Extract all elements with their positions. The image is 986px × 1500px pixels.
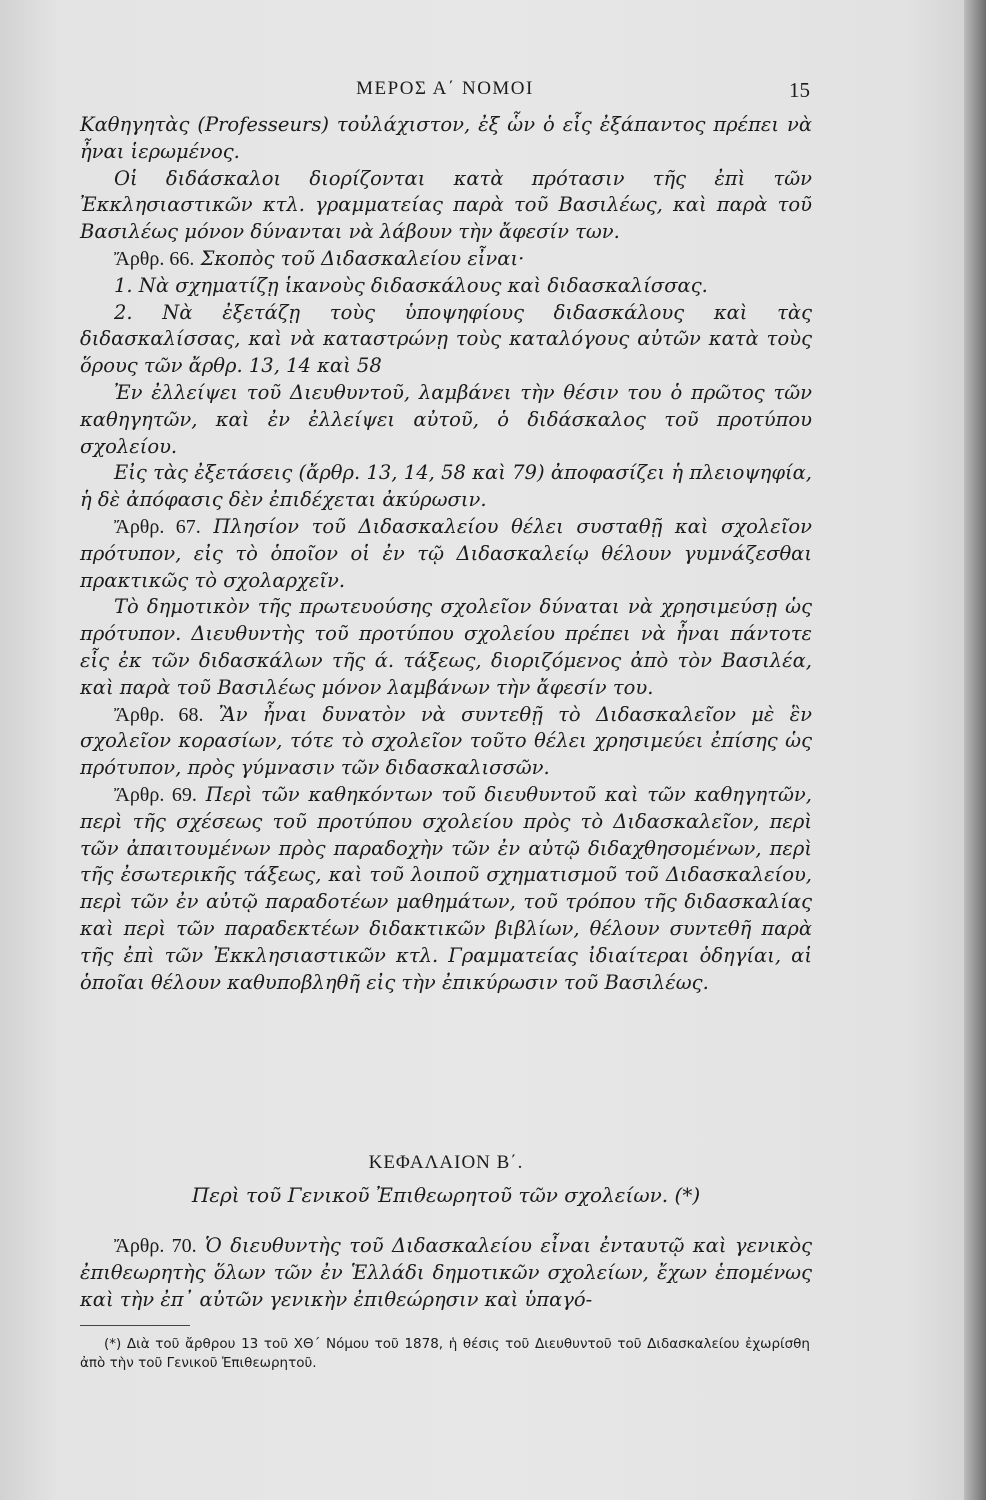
article-67-label: Ἄρθρ. 67. <box>114 515 201 538</box>
main-text <box>80 112 812 996</box>
article-67 <box>80 514 812 594</box>
list-item-1: 1. Νὰ σχηματίζῃ ἱκανοὺς διδασκάλους καὶ διδασκαλίσσας. <box>114 273 708 297</box>
footnote-rule <box>80 1325 190 1326</box>
article-66-label: Ἄρθρ. 66. <box>114 247 195 270</box>
article-68-text: Ἂν ἦναι δυνατὸν νὰ συντεθῇ τὸ Διδασκαλεῖον μὲ ἓν σχολεῖον κορασίων, τότε τὸ σχολεῖον τοῦτο θέλει χρησιμεύει ἐπίσης ὡς πρότυπον, πρὸς γύμνασιν τῶν διδασκαλισσῶν. <box>80 702 812 780</box>
article-69-text: Περὶ τῶν καθηκόντων τοῦ διευθυντοῦ καὶ τῶν καθηγητῶν, περὶ τῆς σχέσεως τοῦ προτύπου σχολείου πρὸς τὸ Διδασκαλεῖον, περὶ τῶν ἀπαιτουμένων πρὸς παραδοχὴν τῶν ἐν αὐτῷ διδαχθησομένων, περὶ τῆς ἐσωτερικῆς τάξεως, καὶ τοῦ λοιποῦ σχηματισμοῦ τοῦ Διδασκαλείου, περὶ τῶν ἐν αὐτῷ παραδοτέων μαθημάτων, τοῦ τρόπου τῆς διδασκαλίας καὶ περὶ τῶν παραδεκτέων διδακτικῶν βιβλίων, θέλουν συντεθῆ παρὰ τῆς ἐπὶ τῶν Ἐκκλησιαστικῶν κτλ. Γραμματείας ἰδιαίτεραι ὁδηγίαι, αἱ ὁποῖαι θέλουν καθυποβληθῆ εἰς τὴν ἐπικύρωσιν τοῦ Βασιλέως. <box>80 782 812 994</box>
page-edge-shadow <box>964 0 986 1500</box>
chapter-text <box>80 1233 812 1313</box>
article-70-text: Ὁ διευθυντὴς τοῦ Διδασκαλείου εἶναι ἐνταυτῷ καὶ γενικὸς ἐπιθεωρητὴς ὅλων τῶν ἐν Ἑλλάδι δημοτικῶν σχολείων, ἔχων ἑπομένως καὶ τὴν ἐπ᾽ αὐτῶν γενικὴν ἐπιθεώρησιν καὶ ὑπαγό- <box>80 1234 812 1311</box>
running-title: ΜΕΡΟΣ Α΄ ΝΟΜΟΙ <box>356 78 534 99</box>
paragraph-professors: Καθηγητὰς (Professeurs) τοὐλάχιστον, ἐξ ὧν ὁ εἷς ἐξάπαντος πρέπει νὰ ἦναι ἱερωμένος. <box>80 113 812 163</box>
paragraph-director-absence: Ἐν ἐλλείψει τοῦ Διευθυντοῦ, λαμβάνει τὴν θέσιν του ὁ πρῶτος τῶν καθηγητῶν, καὶ ἐν ἐλλείψει αὐτοῦ, ὁ διδάσκαλος τοῦ προτύπου σχολείου. <box>80 380 812 458</box>
paragraph-teachers-appointment: Οἱ διδάσκαλοι διορίζονται κατὰ πρότασιν τῆς ἐπὶ τῶν Ἐκκλησιαστικῶν κτλ. γραμματείας παρὰ τοῦ Βασιλέως, καὶ παρὰ τοῦ Βασιλέως μόνον δύνανται νὰ λάβουν τὴν ἄφεσίν των. <box>80 166 812 244</box>
article-67-text: Πλησίον τοῦ Διδασκαλείου θέλει συσταθῇ καὶ σχολεῖον πρότυπον, εἰς τὸ ὁποῖον οἱ ἐν τῷ Διδασκαλείῳ θέλουν γυμνάζεσθαι πρακτικῶς τὸ σχολαρχεῖν. <box>80 514 812 592</box>
footnote-text: (*) Διὰ τοῦ ἄρθρου 13 τοῦ ΧΘ΄ Νόμου τοῦ 1878, ἡ θέσις τοῦ Διευθυντοῦ τοῦ Διδασκαλείου ἐχωρίσθη ἀπὸ τὴν τοῦ Γενικοῦ Ἐπιθεωρητοῦ. <box>80 1336 810 1371</box>
article-66 <box>80 246 812 273</box>
article-66-text: Σκοπὸς τοῦ Διδασκαλείου εἶναι· <box>200 246 525 270</box>
paragraph-examinations: Εἰς τὰς ἐξετάσεις (ἄρθρ. 13, 14, 58 καὶ 79) ἀποφασίζει ἡ πλειοψηφία, ἡ δὲ ἀπόφασις δὲν ἐπιδέχεται ἀκύρωσιν. <box>80 461 812 512</box>
chapter-title: ΚΕΦΑΛΑΙΟΝ Β΄. <box>368 1152 524 1173</box>
paragraph-model-school: Τὸ δημοτικὸν τῆς πρωτευούσης σχολεῖον δύναται νὰ χρησιμεύσῃ ὡς πρότυπον. Διευθυντὴς τοῦ προτύπου σχολείου πρέπει νὰ ἦναι πάντοτε εἷς ἐκ τῶν διδασκάλων τῆς ά. τάξεως, διοριζόμενος ἀπὸ τὸν Βασιλέα, καὶ παρὰ τοῦ Βασιλέως μόνον λαμβάνων τὴν ἄφεσίν του. <box>80 595 812 699</box>
article-69-label: Ἄρθρ. 69. <box>114 783 197 806</box>
running-header <box>80 78 810 108</box>
article-70-label: Ἄρθρ. 70. <box>114 1235 197 1257</box>
footnote <box>80 1335 810 1373</box>
list-item-2: 2. Νὰ ἐξετάζῃ τοὺς ὑποψηφίους διδασκάλους καὶ τὰς διδασκαλίσσας, καὶ νὰ καταστρώνῃ τοὺς καταλόγους αὐτῶν κατὰ τοὺς ὅρους τῶν ἄρθρ. 13, 14 καὶ 58 <box>80 300 812 378</box>
article-69 <box>80 782 812 996</box>
chapter-subtitle: Περὶ τοῦ Γενικοῦ Ἐπιθεωρητοῦ τῶν σχολείων. (*) <box>191 1183 701 1207</box>
article-70 <box>80 1233 812 1313</box>
article-68 <box>80 702 812 782</box>
article-68-label: Ἄρθρ. 68. <box>114 703 204 726</box>
page-number: 15 <box>789 78 810 102</box>
